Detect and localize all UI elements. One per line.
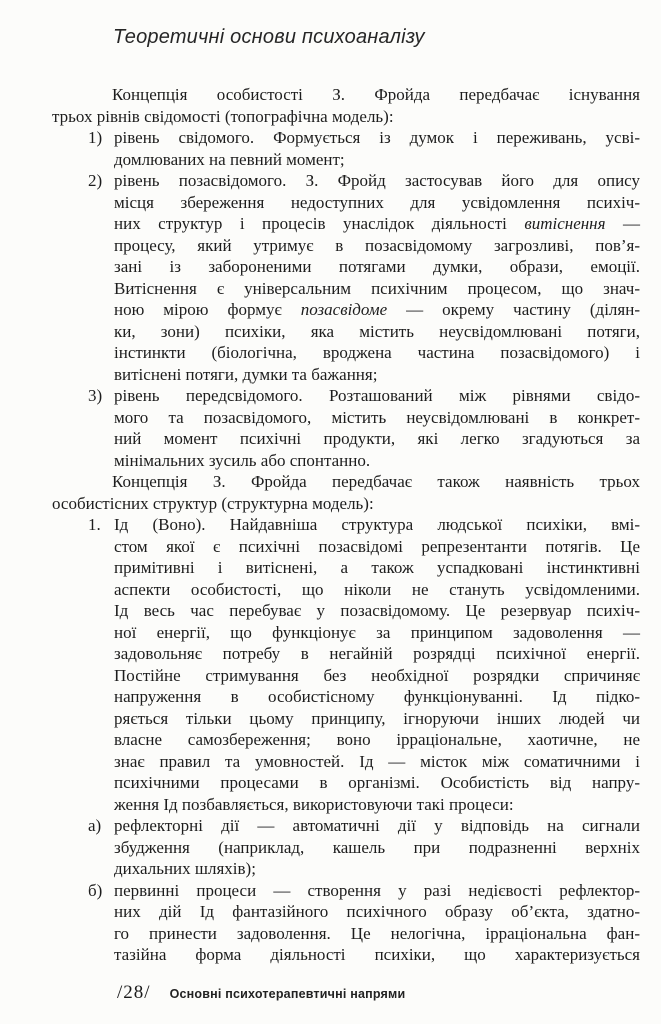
text-line: трьох рівнів свідомості (топографічна модель): bbox=[52, 106, 394, 126]
list-item bbox=[52, 514, 640, 815]
text-line: Ід (Воно). Найдавніша структура людської психіки, вмі- bbox=[114, 515, 640, 534]
list-item bbox=[52, 127, 640, 170]
text-line: задовольняє потребу в негайній розрядці психічної енергії. bbox=[114, 644, 640, 663]
text-line: ний момент психічні продукти, які легко згадуються за bbox=[114, 429, 640, 448]
text-line: рівень передсвідомого. Розташований між рівнями свідо- bbox=[114, 386, 640, 405]
text-line: первинні процеси — створення у разі недієвості рефлектор- bbox=[114, 880, 640, 900]
text-line: особистісних структур (структурна модель): bbox=[52, 493, 374, 513]
list-marker: 2) bbox=[88, 171, 103, 190]
text-line: власне самозбереження; воно ірраціональне, хаотичне, не bbox=[114, 730, 640, 749]
text-line: Ід весь час перебуває у позасвідомому. Це резервуар психіч- bbox=[114, 601, 640, 620]
text-line: мого та позасвідомого, містить неусвідомлювані в конкрет- bbox=[114, 407, 640, 427]
text-line: рефлекторні дії — автоматичні дії у відповідь на сигнали bbox=[114, 816, 640, 835]
text-line: них структур і процесів унаслідок діяльності витіснення — bbox=[114, 214, 640, 233]
list-item bbox=[52, 880, 640, 966]
list-marker: а) bbox=[88, 816, 102, 835]
text-line: процесу, який утримує в позасвідомому загрозливі, пов’я- bbox=[114, 235, 640, 255]
text-line: го принести задоволення. Це нелогічна, ірраціональна фан- bbox=[114, 923, 640, 943]
text-line: ряється тільки цьому принципу, ігноруючи інших людей чи bbox=[114, 708, 640, 728]
text-line: мінімальних зусиль або спонтанно. bbox=[114, 450, 371, 470]
text-line: місця збереження недоступних для усвідомлення психіч- bbox=[114, 192, 640, 212]
paragraph bbox=[52, 84, 640, 127]
text-line: інстинкти (біологічна, вроджена частина позасвідомого) і bbox=[114, 343, 640, 362]
list-marker: 3) bbox=[88, 386, 103, 405]
text-line: дихальних шляхів); bbox=[114, 859, 256, 878]
text-line: примітивні і витіснені, а також успадковані інстинктивні bbox=[114, 558, 640, 577]
list-marker: б) bbox=[88, 880, 103, 900]
text-line: рівень свідомого. Формується із думок і переживань, усві- bbox=[114, 128, 640, 147]
text-line: ною мірою формує позасвідоме — окрему частину (ділян- bbox=[114, 300, 640, 319]
text-line: Витіснення є універсальним психічним процесом, що знач- bbox=[114, 278, 640, 298]
text-line: Постійне стримування без необхідної розрядки спричиняє bbox=[114, 665, 640, 685]
page-footer bbox=[117, 982, 405, 1004]
text-line: рівень позасвідомого. З. Фройд застосував його для опису bbox=[114, 171, 640, 190]
text-line: ної енергії, що функціонує за принципом задоволення — bbox=[114, 622, 640, 642]
text-line: знає правил та умовностей. Ід — місток між соматичними і bbox=[114, 751, 640, 771]
text-line: ки, зони) психіки, яка містить неусвідомлювані потяги, bbox=[114, 321, 640, 341]
text-line: психічними процесами в організмі. Особистість від напру- bbox=[114, 773, 640, 792]
text-line: аспекти особистості, що ніколи не стануть усвідомленими. bbox=[114, 579, 640, 599]
text-line: збудження (наприклад, кашель при подразненні верхніх bbox=[114, 837, 640, 857]
list-item bbox=[52, 385, 640, 471]
italic-term: позасвідоме bbox=[300, 300, 388, 319]
italic-term: витіснення bbox=[524, 214, 606, 233]
text-line: домлюваних на певний момент; bbox=[114, 149, 345, 169]
text-line: тазійна форма діяльності психіки, що характеризується bbox=[114, 945, 640, 964]
text-line: витіснені потяги, думки та бажання; bbox=[114, 364, 378, 384]
list-marker: 1. bbox=[88, 515, 101, 534]
list-item bbox=[52, 170, 640, 385]
text-line: зані із забороненими потягами думки, образи, емоції. bbox=[114, 257, 640, 276]
text-line: Концепція З. Фройда передбачає також наявність трьох bbox=[112, 472, 640, 491]
text-line: ження Ід позбавляється, використовуючи такі процеси: bbox=[114, 794, 514, 814]
page-number: /28/ bbox=[117, 982, 151, 1003]
paragraph bbox=[52, 471, 640, 514]
text-line: стом якої є психічні позасвідомі репрезентанти потягів. Це bbox=[114, 536, 640, 556]
page-body bbox=[52, 84, 640, 966]
text-line: них дій Ід фантазійного психічного образу об’єкта, здатно- bbox=[114, 902, 640, 921]
footer-section-title: Основні психотерапевтичні напрями bbox=[169, 987, 406, 1001]
text-line: Концепція особистості З. Фройда передбачає існування bbox=[112, 85, 640, 104]
running-head: Теоретичні основи психоаналізу bbox=[113, 26, 425, 48]
text-line: напруження в особистісному функціонуванні. Ід підко- bbox=[114, 687, 640, 706]
list-item bbox=[52, 815, 640, 880]
list-marker: 1) bbox=[88, 128, 103, 147]
